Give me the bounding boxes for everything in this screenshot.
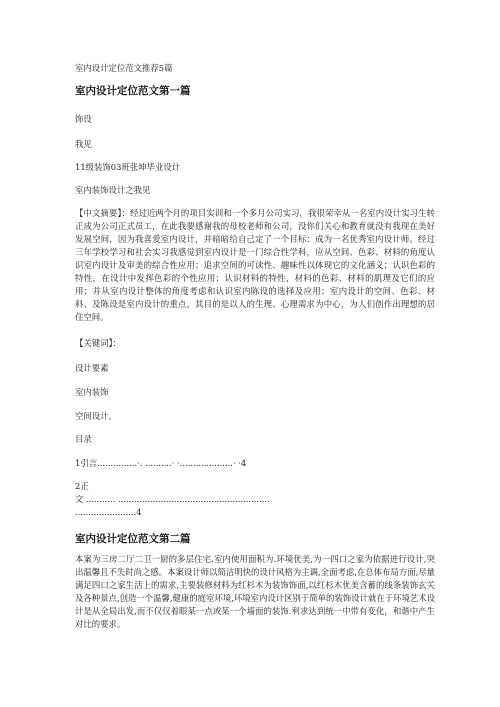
keyword-item: 空间设计。 [75,411,117,421]
keywords-label: 【关键词】： [75,338,122,348]
toc-label: 目录 [75,434,92,444]
keyword-item: 室内装饰 [75,387,109,397]
text-line: 我见 [75,139,92,149]
toc-entry: .......................4 [75,507,142,517]
text-line: 室内装饰设计之我见 [75,185,151,195]
section-2-paragraph: 本案为三房二厅二卫一厨的多层住宅.室内使用面积为.环境优美,为一四口之家为依据进行设计,突出温馨且不失时尚之感。本案设计师以简洁明快的设计风格为主调,全面考虑,在总体布局方面,尽量满足四口之家生活上的需求,主要装修材料为红杉木为装饰饰面,以红杉木优美含蓄的线条装饰玄关及各种景点,创造一个温馨,健康的庭室环境,环境室内设计区别于简单的装饰设计就在于环境艺术设计是从全局出发,而不仅仅着眼某一点或某一个墙面的装饰.利求达到统一中带有变化，和谐中产生对比的要求。 [75,554,435,629]
text-line: 11级装饰03班张坤毕业设计 [75,162,181,172]
text-line: 饰设 [75,114,92,124]
toc-entry: 2正 [75,481,89,491]
document-title: 室内设计定位范文推荐5篇 [75,63,173,73]
toc-entry: 文 ........... ......................................................... [75,494,270,504]
keyword-item: 设计要素 [75,363,109,373]
toc-entry: 1引言...............·. ..........· ·....................· ·4 [75,458,247,468]
section-heading-1: 室内设计定位范文第一篇 [75,85,191,97]
section-heading-2: 室内设计定位范文第二篇 [75,533,191,545]
abstract-paragraph: 【中文摘要】：经过近两个月的项目实训和一个多月公司实习，我很荣幸从一名室内设计实习生转正成为公司正式员工，在此我要感谢我的母校老师和公司，没你们关心和教育就没有我现在美好发展空间，因为我喜爱室内设计，并暗暗给自己定了一个目标：成为一名优秀室内设计师。经过三年学校学习和社会实习我感觉到室内设计是一门综合性学科，应从空间、色彩、材料的角度认识室内设计及审美的综合性应用；追求空间的可读性、趣味性以体现它的文化涵义；认识色彩的特性，在设计中发挥色彩的个性应用；认识材料的特性，材料的色彩、材料的肌理及它们的应用；并从室内设计整体的角度考虑和认识室内陈设的选择及应用；室内设计的空间、色彩、材料、及陈设是室内设计的重点。其目的是以人的生理、心理需求为中心，为人们创作出理想的居住空间。 [75,208,435,322]
